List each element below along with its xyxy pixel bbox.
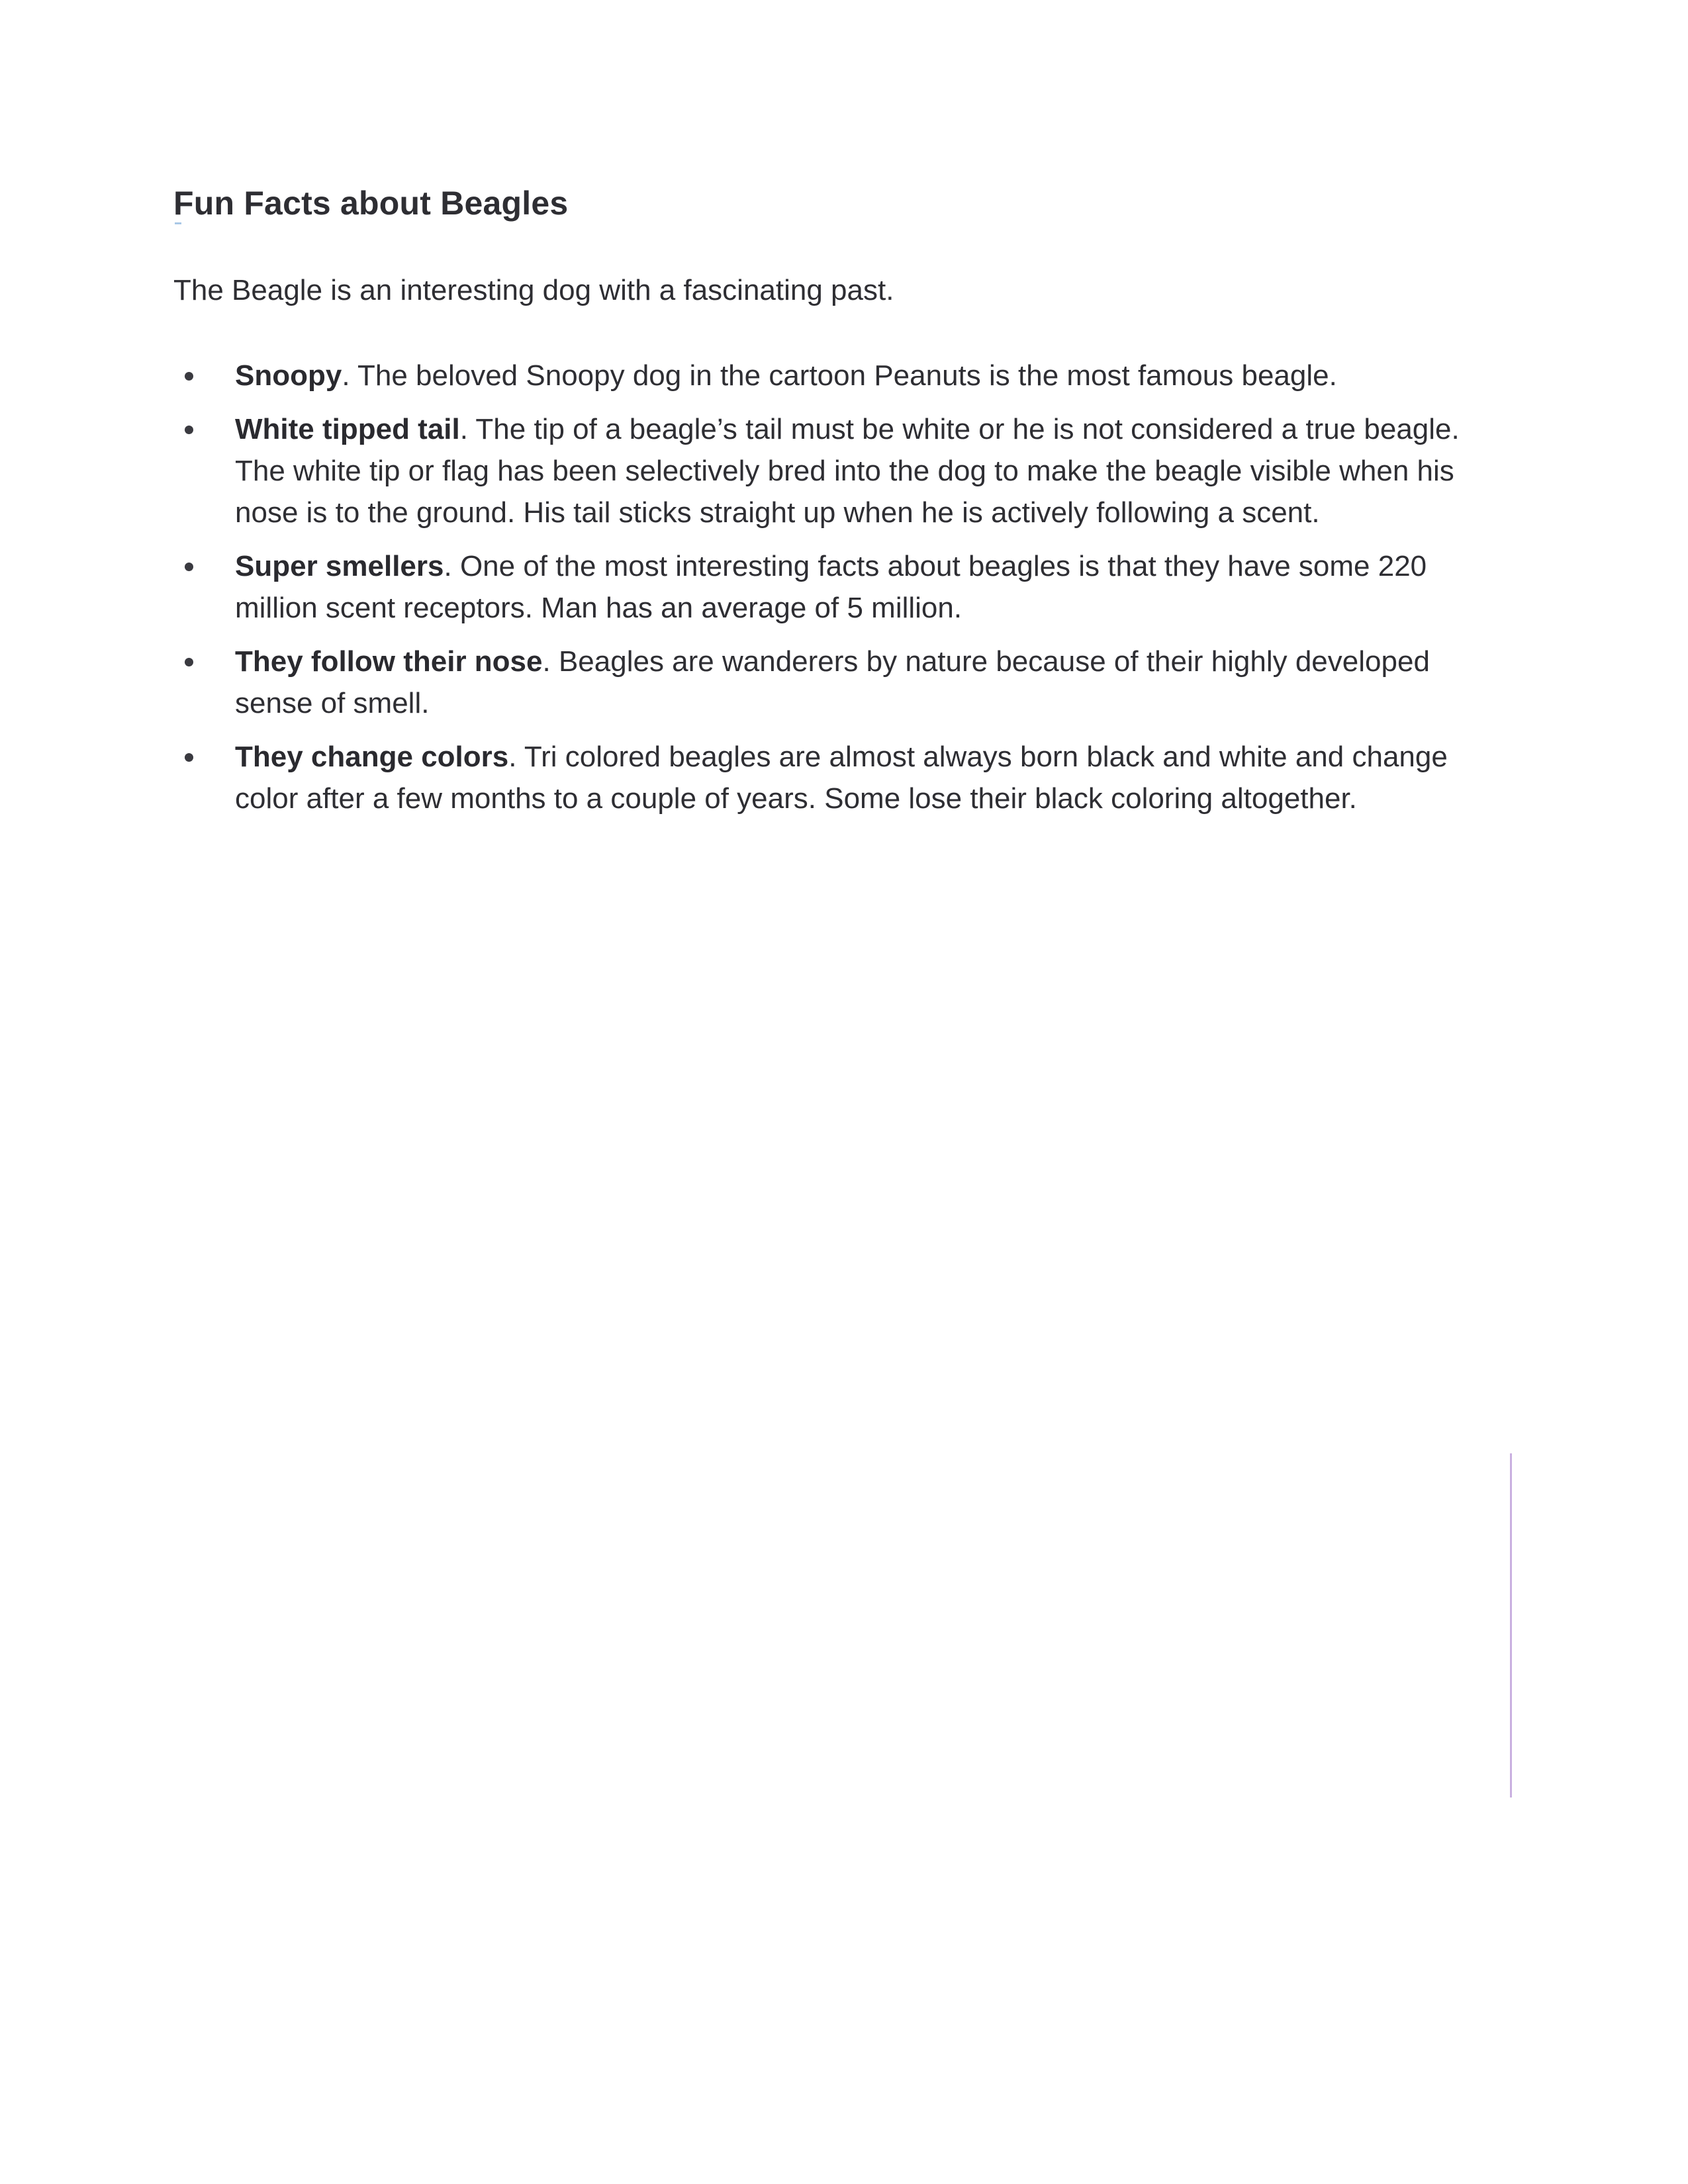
facts-list (173, 355, 1484, 831)
list-item (173, 545, 1484, 629)
fact-text: . Tri colored beagles are almost always born black and white and change color after a few months to a couple of years. Some lose their black coloring altogether. (235, 741, 1448, 815)
scan-artifact (175, 222, 181, 224)
intro-paragraph: The Beagle is an interesting dog with a fascinating past. (173, 274, 894, 306)
fact-heading: They change colors (235, 741, 509, 773)
bullet-icon (185, 753, 193, 762)
scan-line-artifact (1510, 1453, 1512, 1797)
fact-text: . The tip of a beagle’s tail must be white or he is not considered a true beagle. The white tip or flag has been selectively bred into the dog to make the beagle visible when his nose is to the ground. His tail sticks straight up when he is actively following a scent. (235, 413, 1460, 529)
fact-heading: White tipped tail (235, 413, 460, 445)
bullet-icon (185, 426, 193, 434)
fact-text: . Beagles are wanderers by nature because of their highly developed sense of smell. (235, 645, 1430, 719)
fact-heading: Snoopy (235, 359, 342, 392)
fact-text: . The beloved Snoopy dog in the cartoon Peanuts is the most famous beagle. (342, 359, 1337, 392)
bullet-icon (185, 658, 193, 666)
fact-text: . One of the most interesting facts about beagles is that they have some 220 million scent receptors. Man has an average of 5 million. (235, 550, 1427, 624)
fact-heading: Super smellers (235, 550, 444, 582)
fact-heading: They follow their nose (235, 645, 543, 678)
document-title: Fun Facts about Beagles (173, 185, 569, 222)
list-item (173, 355, 1484, 396)
list-item (173, 641, 1484, 724)
list-item (173, 408, 1484, 533)
bullet-icon (185, 563, 193, 571)
list-item (173, 736, 1484, 819)
bullet-icon (185, 372, 193, 381)
